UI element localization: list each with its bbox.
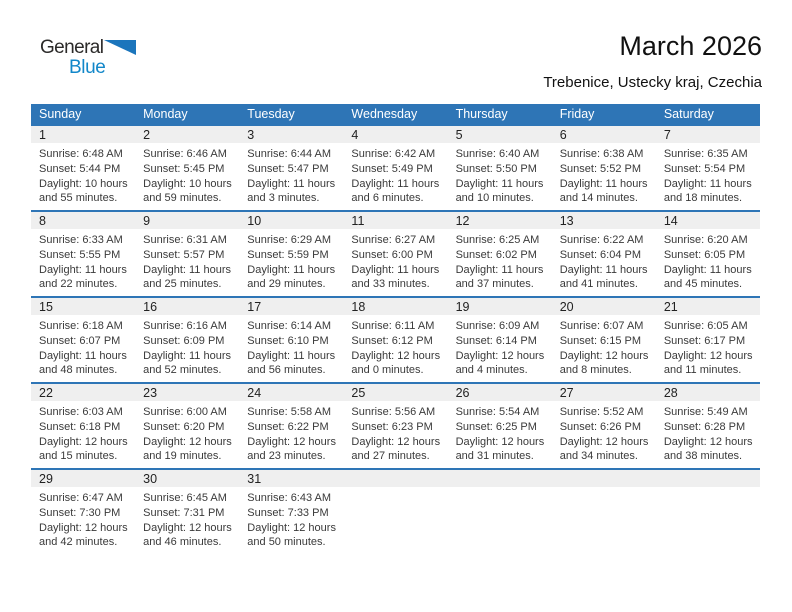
sunrise-text: Sunrise: 6:42 AM [351,148,436,160]
day-details [135,487,239,550]
week-row [31,124,760,210]
weekday-header-thursday: Thursday [455,107,508,121]
week-row [31,210,760,296]
day-number: 25 [343,384,447,401]
sunrise-text: Sunrise: 6:43 AM [247,492,332,504]
day-cell [343,126,447,210]
sunrise-text: Sunrise: 6:29 AM [247,234,332,246]
weekday-header-wednesday: Wednesday [351,107,418,121]
day-cell [448,126,552,210]
day-number [656,470,760,487]
day-number: 2 [135,126,239,143]
sunset-text: Sunset: 7:33 PM [247,506,329,519]
page-title: March 2026 [619,31,762,61]
daylight-text: Daylight: 12 hours and 0 minutes. [351,349,441,377]
day-number: 22 [31,384,135,401]
logo-general-text: General [40,37,104,58]
day-cell [552,298,656,382]
day-cell [656,298,760,382]
daylight-text: Daylight: 11 hours and 6 minutes. [351,177,440,205]
daylight-text: Daylight: 11 hours and 41 minutes. [559,263,648,291]
day-cell [656,126,760,210]
day-number: 23 [135,384,239,401]
sunrise-text: Sunrise: 6:07 AM [559,320,644,332]
sunrise-text: Sunrise: 6:47 AM [39,492,123,504]
day-number: 6 [552,126,656,143]
daylight-text: Daylight: 12 hours and 31 minutes. [455,435,545,463]
day-cell [31,212,135,296]
daylight-text: Daylight: 12 hours and 34 minutes. [559,435,649,463]
empty-day-cell [656,470,760,554]
day-details [239,401,343,464]
sunset-text: Sunset: 6:23 PM [351,420,433,433]
day-number: 9 [135,212,239,229]
logo-blue-text: Blue [69,57,106,78]
day-cell [343,212,447,296]
day-cell [552,212,656,296]
day-details [239,487,343,550]
sunrise-text: Sunrise: 6:20 AM [663,234,748,246]
sunset-text: Sunset: 6:02 PM [455,248,537,261]
sunset-text: Sunset: 5:49 PM [351,162,433,175]
day-cell [448,298,552,382]
sunset-text: Sunset: 7:30 PM [39,506,121,519]
sunrise-text: Sunrise: 6:33 AM [39,234,123,246]
day-details [448,315,552,378]
daylight-text: Daylight: 12 hours and 19 minutes. [143,435,232,463]
day-cell [135,470,239,554]
sunset-text: Sunset: 6:14 PM [455,334,537,347]
sunrise-text: Sunrise: 6:46 AM [143,148,227,160]
weekday-header-tuesday: Tuesday [247,107,295,121]
daylight-text: Daylight: 12 hours and 27 minutes. [351,435,441,463]
sunset-text: Sunset: 5:47 PM [247,162,329,175]
day-number: 28 [656,384,760,401]
daylight-text: Daylight: 11 hours and 29 minutes. [247,263,336,291]
day-details [31,401,135,464]
day-details [448,143,552,206]
sunset-text: Sunset: 5:44 PM [39,162,121,175]
day-cell [135,212,239,296]
sunrise-text: Sunrise: 5:58 AM [247,406,332,418]
sunrise-text: Sunrise: 5:56 AM [351,406,436,418]
day-details [135,229,239,292]
daylight-text: Daylight: 11 hours and 52 minutes. [143,349,231,377]
daylight-text: Daylight: 10 hours and 55 minutes. [39,177,128,205]
daylight-text: Daylight: 10 hours and 59 minutes. [143,177,232,205]
sunset-text: Sunset: 6:18 PM [39,420,121,433]
day-details [552,229,656,292]
sunrise-text: Sunrise: 6:45 AM [143,492,227,504]
sunset-text: Sunset: 6:09 PM [143,334,225,347]
day-details [343,229,447,292]
day-cell [343,384,447,468]
day-number: 4 [343,126,447,143]
title-block [543,32,762,91]
sunset-text: Sunset: 6:00 PM [351,248,433,261]
day-cell [239,126,343,210]
sunset-text: Sunset: 5:52 PM [559,162,642,175]
day-number: 3 [239,126,343,143]
day-number: 5 [448,126,552,143]
page-location: Trebenice, Ustecky kraj, Czechia [543,73,762,91]
daylight-text: Daylight: 12 hours and 4 minutes. [455,349,545,377]
sunset-text: Sunset: 6:22 PM [247,420,329,433]
daylight-text: Daylight: 11 hours and 10 minutes. [455,177,544,205]
day-number: 26 [448,384,552,401]
daylight-text: Daylight: 11 hours and 56 minutes. [247,349,336,377]
sunrise-text: Sunrise: 6:16 AM [143,320,227,332]
sunset-text: Sunset: 6:28 PM [663,420,746,433]
weekday-header-saturday: Saturday [663,107,714,121]
day-number [552,470,656,487]
sunrise-text: Sunrise: 6:09 AM [455,320,540,332]
day-cell [656,384,760,468]
day-details [31,487,135,550]
day-number: 17 [239,298,343,315]
sunrise-text: Sunrise: 6:11 AM [351,320,435,332]
day-cell [135,126,239,210]
empty-day-cell [552,470,656,554]
sunrise-text: Sunrise: 6:48 AM [39,148,123,160]
day-cell [135,384,239,468]
sunrise-text: Sunrise: 6:05 AM [663,320,748,332]
day-number: 30 [135,470,239,487]
day-cell [552,384,656,468]
sunset-text: Sunset: 6:07 PM [39,334,121,347]
empty-day-cell [448,470,552,554]
daylight-text: Daylight: 12 hours and 23 minutes. [247,435,336,463]
logo-triangle-icon [104,40,136,55]
day-details [239,315,343,378]
day-cell [135,298,239,382]
day-cell [31,470,135,554]
sunrise-text: Sunrise: 5:54 AM [455,406,540,418]
day-cell [656,212,760,296]
week-row [31,382,760,468]
weekday-header-monday: Monday [143,107,188,121]
day-details [552,143,656,206]
day-number: 15 [31,298,135,315]
daylight-text: Daylight: 11 hours and 18 minutes. [663,177,752,205]
day-details [343,315,447,378]
day-details [448,229,552,292]
day-cell [239,470,343,554]
sunset-text: Sunset: 6:04 PM [559,248,642,261]
empty-day-cell [343,470,447,554]
day-details [448,401,552,464]
sunrise-text: Sunrise: 5:49 AM [663,406,748,418]
sunset-text: Sunset: 7:31 PM [143,506,225,519]
sunrise-text: Sunrise: 6:35 AM [663,148,748,160]
weekday-header-friday: Friday [559,107,595,121]
day-number: 1 [31,126,135,143]
week-row [31,296,760,382]
day-cell [448,212,552,296]
day-details [135,143,239,206]
sunset-text: Sunset: 5:50 PM [455,162,537,175]
sunrise-text: Sunrise: 6:22 AM [559,234,644,246]
day-number: 31 [239,470,343,487]
day-cell [552,126,656,210]
sunset-text: Sunset: 6:20 PM [143,420,225,433]
general-blue-logo [40,38,136,77]
sunset-text: Sunset: 5:55 PM [39,248,121,261]
day-number: 10 [239,212,343,229]
day-details [656,315,760,378]
day-number: 12 [448,212,552,229]
day-number: 20 [552,298,656,315]
calendar-grid [31,124,760,554]
day-details [135,315,239,378]
sunrise-text: Sunrise: 5:52 AM [559,406,644,418]
day-number: 27 [552,384,656,401]
day-details [239,229,343,292]
day-number: 14 [656,212,760,229]
day-cell [343,298,447,382]
daylight-text: Daylight: 11 hours and 37 minutes. [455,263,544,291]
daylight-text: Daylight: 12 hours and 38 minutes. [663,435,753,463]
day-details [135,401,239,464]
day-details [656,401,760,464]
day-details [343,143,447,206]
sunset-text: Sunset: 6:10 PM [247,334,329,347]
sunrise-text: Sunrise: 6:40 AM [455,148,540,160]
sunset-text: Sunset: 6:12 PM [351,334,433,347]
week-row [31,468,760,554]
daylight-text: Daylight: 11 hours and 25 minutes. [143,263,231,291]
sunset-text: Sunset: 6:05 PM [663,248,746,261]
day-cell [448,384,552,468]
daylight-text: Daylight: 12 hours and 42 minutes. [39,521,128,549]
daylight-text: Daylight: 11 hours and 45 minutes. [663,263,752,291]
day-number: 7 [656,126,760,143]
sunrise-text: Sunrise: 6:00 AM [143,406,227,418]
day-details [31,229,135,292]
day-number: 24 [239,384,343,401]
daylight-text: Daylight: 11 hours and 3 minutes. [247,177,336,205]
daylight-text: Daylight: 11 hours and 22 minutes. [39,263,127,291]
day-cell [239,298,343,382]
day-cell [31,384,135,468]
sunset-text: Sunset: 6:26 PM [559,420,642,433]
sunset-text: Sunset: 5:54 PM [663,162,746,175]
day-number: 19 [448,298,552,315]
sunrise-text: Sunrise: 6:38 AM [559,148,644,160]
sunrise-text: Sunrise: 6:31 AM [143,234,227,246]
day-number: 16 [135,298,239,315]
day-number: 8 [31,212,135,229]
sunrise-text: Sunrise: 6:44 AM [247,148,332,160]
day-details [343,401,447,464]
day-number: 21 [656,298,760,315]
day-details [552,315,656,378]
sunrise-text: Sunrise: 6:25 AM [455,234,540,246]
day-details [552,401,656,464]
day-cell [31,298,135,382]
day-details [656,143,760,206]
daylight-text: Daylight: 12 hours and 50 minutes. [247,521,336,549]
day-cell [239,212,343,296]
day-number [343,470,447,487]
day-number: 13 [552,212,656,229]
sunset-text: Sunset: 6:25 PM [455,420,537,433]
daylight-text: Daylight: 12 hours and 8 minutes. [559,349,649,377]
daylight-text: Daylight: 12 hours and 15 minutes. [39,435,128,463]
sunset-text: Sunset: 6:15 PM [559,334,642,347]
day-number: 29 [31,470,135,487]
sunrise-text: Sunrise: 6:14 AM [247,320,332,332]
sunset-text: Sunset: 5:57 PM [143,248,225,261]
daylight-text: Daylight: 11 hours and 14 minutes. [559,177,648,205]
day-number: 11 [343,212,447,229]
day-number: 18 [343,298,447,315]
daylight-text: Daylight: 12 hours and 11 minutes. [663,349,753,377]
day-details [31,315,135,378]
sunrise-text: Sunrise: 6:27 AM [351,234,436,246]
day-number [448,470,552,487]
daylight-text: Daylight: 11 hours and 33 minutes. [351,263,440,291]
weekday-header-sunday: Sunday [39,107,82,121]
calendar-table [31,104,760,554]
weekday-header-row [31,104,760,124]
daylight-text: Daylight: 11 hours and 48 minutes. [39,349,127,377]
day-details [656,229,760,292]
daylight-text: Daylight: 12 hours and 46 minutes. [143,521,232,549]
day-details [239,143,343,206]
sunrise-text: Sunrise: 6:03 AM [39,406,123,418]
day-details [31,143,135,206]
sunrise-text: Sunrise: 6:18 AM [39,320,123,332]
sunset-text: Sunset: 5:45 PM [143,162,225,175]
sunset-text: Sunset: 5:59 PM [247,248,329,261]
day-cell [31,126,135,210]
sunset-text: Sunset: 6:17 PM [663,334,746,347]
day-cell [239,384,343,468]
